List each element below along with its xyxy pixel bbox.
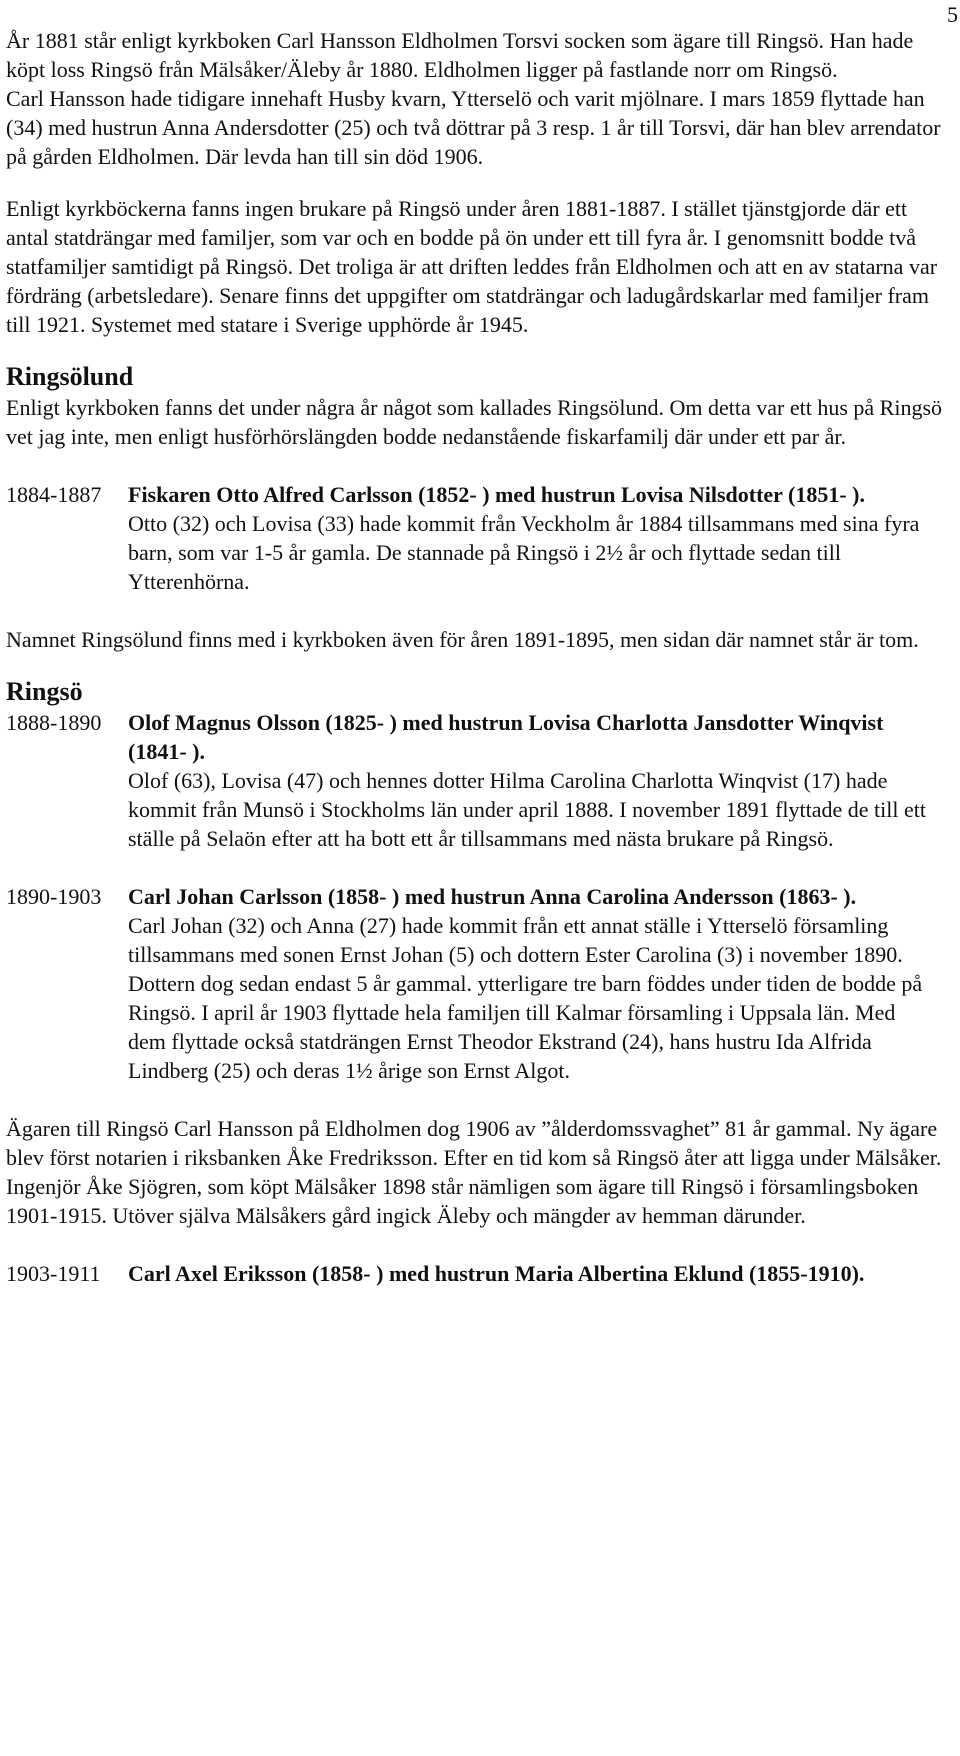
section-gap bbox=[6, 339, 946, 361]
section-heading-ringsolund: Ringsölund bbox=[6, 362, 134, 391]
intro-paragraph-1: År 1881 står enligt kyrkboken Carl Hansson Eldholmen Torsvi socken som ägare till Ringsö. Han hade köpt loss Ringsö från Mälsåker/Äleby år 1880. Eldholmen ligger på fastlande norr om Ringsö. bbox=[6, 28, 914, 82]
intro-paragraph-3: Enligt kyrkböckerna fanns ingen brukare på Ringsö under åren 1881-1887. I stället tjänstgjorde där ett antal statdrängar med familjer, som var och en bodde på ön under ett till fyra år. I genomsnitt bodde två statfamiljer samtidigt på Ringsö. Det troliga är att driften leddes från Eldholmen och att en av statarna var fördräng (arbetsledare). Senare finns det uppgifter om statdrängar och ladugårdskarlar med familjer fram till 1921. Systemet med statare i Sverige upphörde år 1945. bbox=[6, 196, 938, 337]
paragraph-gap bbox=[6, 1085, 946, 1114]
entry-years: 1903-1911 bbox=[6, 1261, 101, 1286]
paragraph-gap bbox=[6, 596, 946, 625]
entry-years: 1888-1890 bbox=[6, 710, 102, 735]
entry-title: Carl Axel Eriksson (1858- ) med hustrun Maria Albertina Eklund (1855-1910). bbox=[128, 1261, 865, 1286]
entry-gap bbox=[6, 853, 946, 882]
entry-text bbox=[128, 1259, 946, 1288]
entry-text bbox=[128, 882, 946, 1085]
entry-body: Otto (32) och Lovisa (33) hade kommit från Veckholm år 1884 tillsammans med sina fyra barn, som var 1-5 år gamla. De stannade på Ringsö i 2½ år och flyttade sedan till Ytterenhörna. bbox=[128, 511, 920, 594]
ringso-paragraph-1: Ägaren till Ringsö Carl Hansson på Eldholmen dog 1906 av ”ålderdomssvaghet” 81 år gammal. Ny ägare blev först notarien i riksbanken Åke Fredriksson. Efter en tid kom så Ringsö åter att ligga under Mälsåker. Ingenjör Åke Sjögren, som köpt Mälsåker 1898 står nämligen som ägare till Ringsö i församlingsboken 1901-1915. Utöver själva Mälsåkers gård ingick Äleby och mängder av hemman därunder. bbox=[6, 1116, 942, 1228]
entry-gap bbox=[6, 451, 946, 480]
entry-body: Olof (63), Lovisa (47) och hennes dotter Hilma Carolina Charlotta Winqvist (17) hade kommit från Munsö i Stockholms län under april 1888. I november 1891 flyttade de till ett ställe på Selaön efter att ha bott ett år tillsammans med nästa brukare på Ringsö. bbox=[128, 768, 926, 851]
entry-years: 1890-1903 bbox=[6, 884, 102, 909]
entry-text bbox=[128, 480, 946, 596]
entry-title: Carl Johan Carlsson (1858- ) med hustrun Anna Carolina Andersson (1863- ). bbox=[128, 884, 857, 909]
entry-body: Carl Johan (32) och Anna (27) hade kommit från ett annat ställe i Ytterselö församling tillsammans med sonen Ernst Johan (5) och dottern Ester Carolina (3) i november 1890. Dottern dog sedan endast 5 år gammal. ytterligare tre barn föddes under tiden de bodde på Ringsö. I april år 1903 flyttade hela familjen till Kalmar församling i Uppsala län. Med dem flyttade också statdrängen Ernst Theodor Ekstrand (24), hans hustru Ida Alfrida Lindberg (25) och deras 1½ årige son Ernst Algot. bbox=[128, 913, 923, 1083]
intro-paragraph-2: Carl Hansson hade tidigare innehaft Husby kvarn, Ytterselö och varit mjölnare. I mars 1859 flyttade han (34) med hustrun Anna Andersdotter (25) och två döttrar på 3 resp. 1 år till Torsvi, där han blev arrendator på gården Eldholmen. Där levda han till sin död 1906. bbox=[6, 86, 941, 169]
page-number: 5 bbox=[947, 2, 958, 27]
section-heading-ringso: Ringsö bbox=[6, 677, 83, 706]
entry-years: 1884-1887 bbox=[6, 482, 102, 507]
paragraph-gap bbox=[6, 171, 946, 194]
ringsolund-paragraph-1: Enligt kyrkboken fanns det under några år något som kallades Ringsölund. Om detta var ett hus på Ringsö vet jag inte, men enligt husförhörslängden bodde nedanstående fiskarfamilj där under ett par år. bbox=[6, 395, 943, 449]
entry-title: Fiskaren Otto Alfred Carlsson (1852- ) med hustrun Lovisa Nilsdotter (1851- ). bbox=[128, 482, 865, 507]
section-gap bbox=[6, 654, 946, 676]
entry-title: Olof Magnus Olsson (1825- ) med hustrun Lovisa Charlotta Jansdotter Winqvist (1841- ). bbox=[128, 710, 884, 764]
household-entry-1888-1890 bbox=[6, 708, 946, 853]
household-entry-1903-1911 bbox=[6, 1259, 946, 1288]
entry-gap bbox=[6, 1230, 946, 1259]
document-content bbox=[6, 26, 946, 1288]
ringsolund-paragraph-2: Namnet Ringsölund finns med i kyrkboken även för åren 1891-1895, men sidan där namnet står är tom. bbox=[6, 627, 919, 652]
household-entry-1884-1887 bbox=[6, 480, 946, 596]
household-entry-1890-1903 bbox=[6, 882, 946, 1085]
entry-text bbox=[128, 708, 946, 853]
